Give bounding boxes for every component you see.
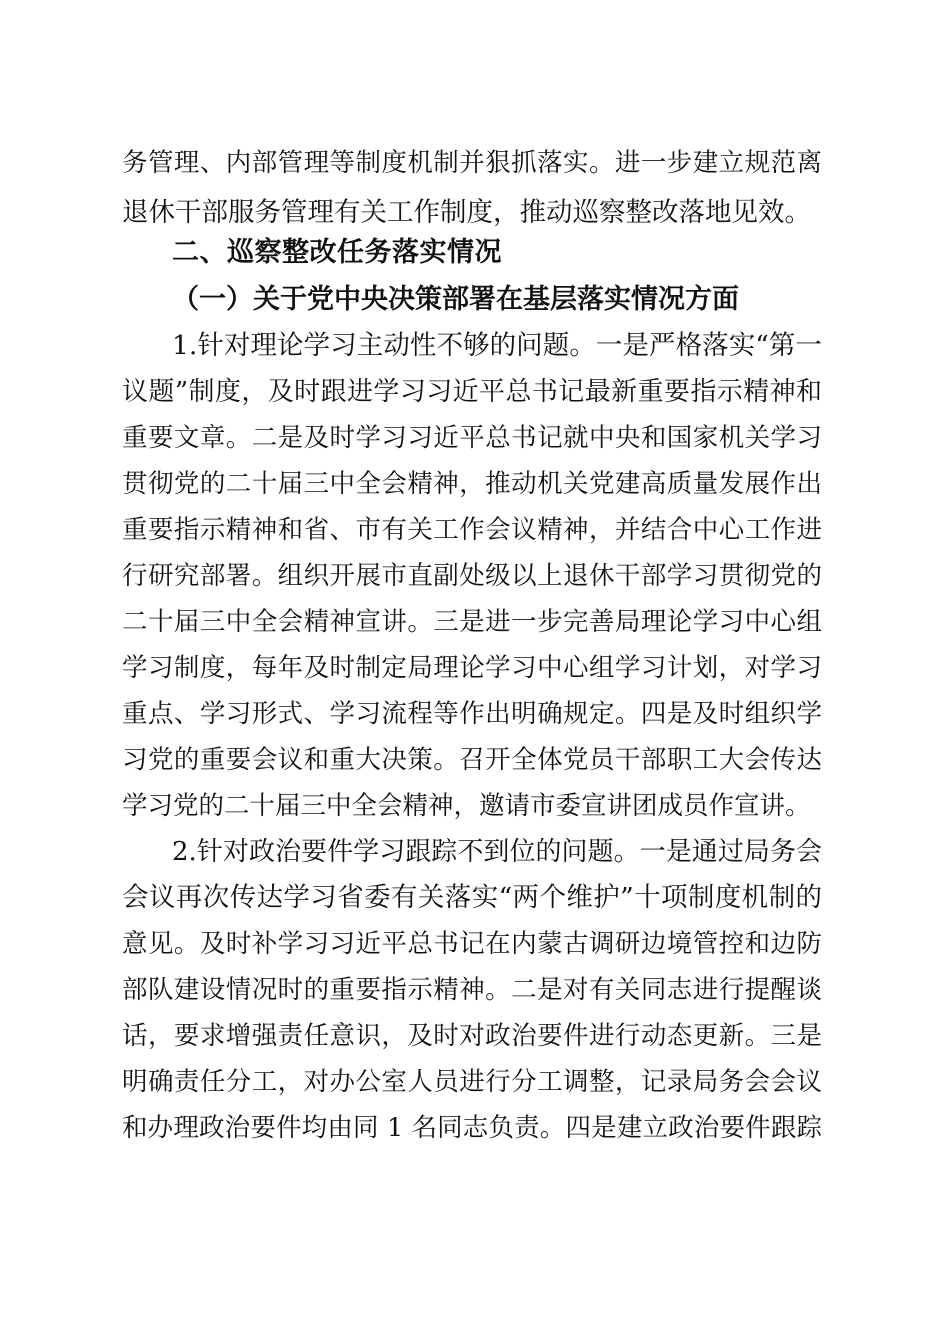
intro-line: 务管理、内部管理等制度机制并狠抓落实。进一步建立规范离	[122, 148, 822, 178]
paragraph-line: 2.针对政治要件学习跟踪不到位的问题。一是通过局务会	[172, 837, 822, 867]
paragraph-line: 重点、学习形式、学习流程等作出明确规定。四是及时组织学	[122, 699, 822, 729]
intro-line: 退休干部服务管理有关工作制度，推动巡察整改落地见效。	[122, 197, 811, 228]
paragraph-line: 和办理政治要件均由同 1 名同志负责。四是建立政治要件跟踪	[122, 1113, 822, 1143]
paragraph-line: 话，要求增强责任意识，及时对政治要件进行动态更新。三是	[122, 1021, 822, 1051]
paragraph-line: 议题”制度，及时跟进学习习近平总书记最新重要指示精神和	[122, 377, 822, 407]
paragraph-line: 重要指示精神和省、市有关工作会议精神，并结合中心工作进	[122, 515, 822, 545]
paragraph-line: 习党的重要会议和重大决策。召开全体党员干部职工大会传达	[122, 745, 822, 775]
paragraph-line: 行研究部署。组织开展市直副处级以上退休干部学习贯彻党的	[122, 561, 822, 591]
paragraph-line: 意见。及时补学习习近平总书记在内蒙古调研边境管控和边防	[122, 929, 822, 959]
paragraph-line: 二十届三中全会精神宣讲。三是进一步完善局理论学习中心组	[122, 607, 822, 637]
section-heading: 二、巡察整改任务落实情况	[172, 237, 502, 268]
paragraph-line: 贯彻党的二十届三中全会精神，推动机关党建高质量发展作出	[122, 469, 822, 499]
paragraph-line: 部队建设情况时的重要指示精神。二是对有关同志进行提醒谈	[122, 975, 822, 1005]
paragraph-line: 1.针对理论学习主动性不够的问题。一是严格落实“第一	[172, 330, 822, 361]
paragraph-line: 会议再次传达学习省委有关落实“两个维护”十项制度机制的	[122, 882, 822, 913]
paragraph-line: 明确责任分工，对办公室人员进行分工调整，记录局务会会议	[122, 1067, 822, 1097]
paragraph-line: 重要文章。二是及时学习习近平总书记就中央和国家机关学习	[122, 423, 822, 453]
paragraph-line: 学习党的二十届三中全会精神，邀请市委宣讲团成员作宣讲。	[122, 791, 811, 821]
subsection-heading: （一）关于党中央决策部署在基层落实情况方面	[172, 284, 739, 315]
paragraph-line: 学习制度，每年及时制定局理论学习中心组学习计划，对学习	[122, 653, 822, 683]
